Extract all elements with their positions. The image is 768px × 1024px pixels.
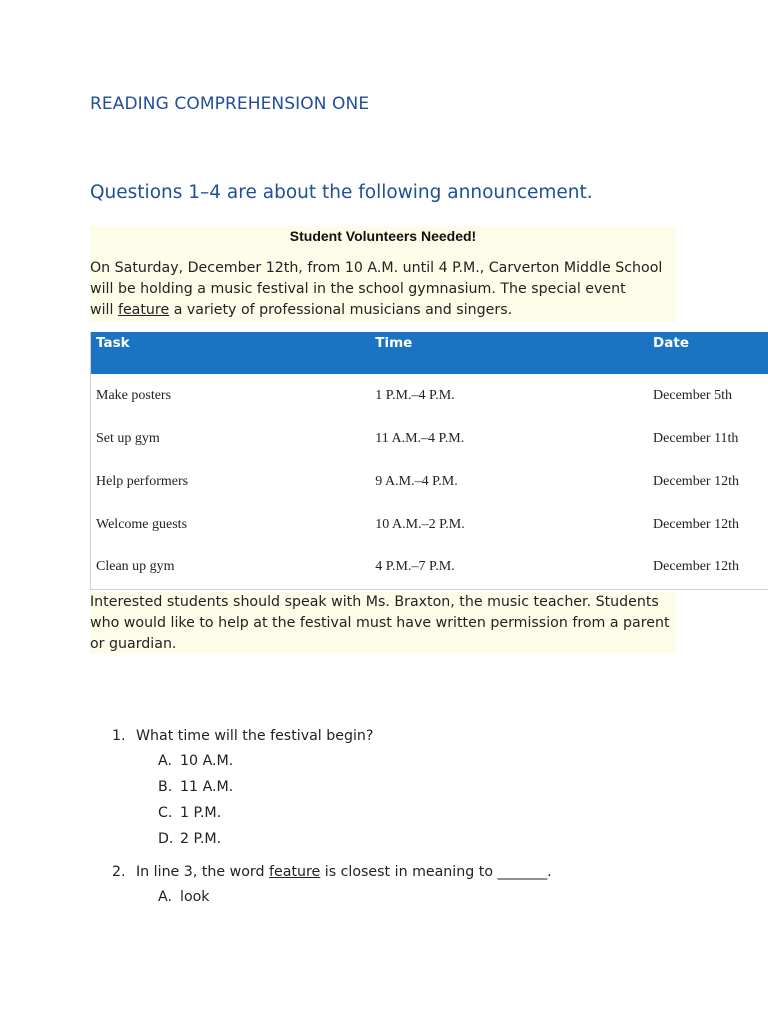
answer-options xyxy=(158,751,732,850)
time-cell: 11 A.M.–4 P.M. xyxy=(375,430,465,446)
header-time: Time xyxy=(370,332,648,374)
option-text: 10 A.M. xyxy=(180,753,234,769)
option-text: 2 P.M. xyxy=(180,831,222,847)
question-number: 2. xyxy=(112,864,126,880)
announcement-line-1: On Saturday, December 12th, from 10 A.M. until 4 P.M., Carverton Middle School xyxy=(90,260,663,276)
announcement-box xyxy=(90,226,676,322)
question-1 xyxy=(112,726,732,850)
announcement-line-3-post: a variety of professional musicians and singers. xyxy=(169,302,513,318)
page-title: READING COMPREHENSION ONE xyxy=(90,94,370,114)
answer-option[interactable] xyxy=(158,777,732,798)
task-cell: Help performers xyxy=(96,473,189,489)
answer-option[interactable] xyxy=(158,829,732,850)
table-row xyxy=(91,546,768,589)
header-date: Date xyxy=(648,332,768,374)
volunteer-task-table xyxy=(90,332,768,590)
answer-option[interactable] xyxy=(158,751,732,772)
answer-options xyxy=(158,887,732,908)
time-cell: 10 A.M.–2 P.M. xyxy=(375,516,465,532)
table-row xyxy=(91,417,768,460)
announcement-body xyxy=(90,258,676,321)
date-cell: December 5th xyxy=(653,387,732,403)
question-text xyxy=(136,862,552,883)
table-row xyxy=(91,460,768,503)
question-text-post: is closest in meaning to _______. xyxy=(320,864,552,880)
info-line-2: who would like to help at the festival must have written permission from a parent xyxy=(90,615,670,631)
question-2 xyxy=(112,862,732,908)
date-cell: December 11th xyxy=(653,430,739,446)
answer-option[interactable] xyxy=(158,887,732,908)
time-cell: 1 P.M.–4 P.M. xyxy=(375,387,455,403)
option-text: 1 P.M. xyxy=(180,805,222,821)
answer-option[interactable] xyxy=(158,803,732,824)
option-letter: A. xyxy=(158,889,172,905)
section-heading: Questions 1–4 are about the following announcement. xyxy=(90,182,593,203)
date-cell: December 12th xyxy=(653,516,739,532)
question-1-stem xyxy=(112,726,732,747)
header-task: Task xyxy=(91,332,371,374)
question-text: What time will the festival begin? xyxy=(136,728,374,744)
table-row xyxy=(91,374,768,417)
question-text-pre: In line 3, the word xyxy=(136,864,270,880)
question-2-stem xyxy=(112,862,732,883)
task-cell: Set up gym xyxy=(96,430,160,446)
time-cell: 9 A.M.–4 P.M. xyxy=(375,473,458,489)
contact-info-box xyxy=(90,592,676,654)
option-letter: A. xyxy=(158,753,172,769)
task-cell: Clean up gym xyxy=(96,559,175,575)
task-cell: Make posters xyxy=(96,387,172,403)
question-list xyxy=(112,726,732,920)
task-cell: Welcome guests xyxy=(96,516,188,532)
announcement-line-2: will be holding a music festival in the school gymnasium. The special event xyxy=(90,281,626,297)
option-text: look xyxy=(180,889,210,905)
feature-word: feature xyxy=(269,864,321,880)
table-row xyxy=(91,503,768,546)
date-cell: December 12th xyxy=(653,473,739,489)
option-letter: C. xyxy=(158,805,173,821)
option-letter: B. xyxy=(158,779,173,795)
question-number: 1. xyxy=(112,728,126,744)
announcement-line-3 xyxy=(90,300,676,321)
info-line-3: or guardian. xyxy=(90,636,177,652)
feature-word: feature xyxy=(117,302,170,318)
announcement-line-3-pre: will xyxy=(90,302,118,318)
option-letter: D. xyxy=(158,831,174,847)
announcement-title: Student Volunteers Needed! xyxy=(289,228,477,244)
info-line-1: Interested students should speak with Ms. Braxton, the music teacher. Students xyxy=(90,594,659,610)
table-header-row xyxy=(91,332,768,374)
date-cell: December 12th xyxy=(653,559,739,575)
option-text: 11 A.M. xyxy=(180,779,234,795)
time-cell: 4 P.M.–7 P.M. xyxy=(375,559,455,575)
